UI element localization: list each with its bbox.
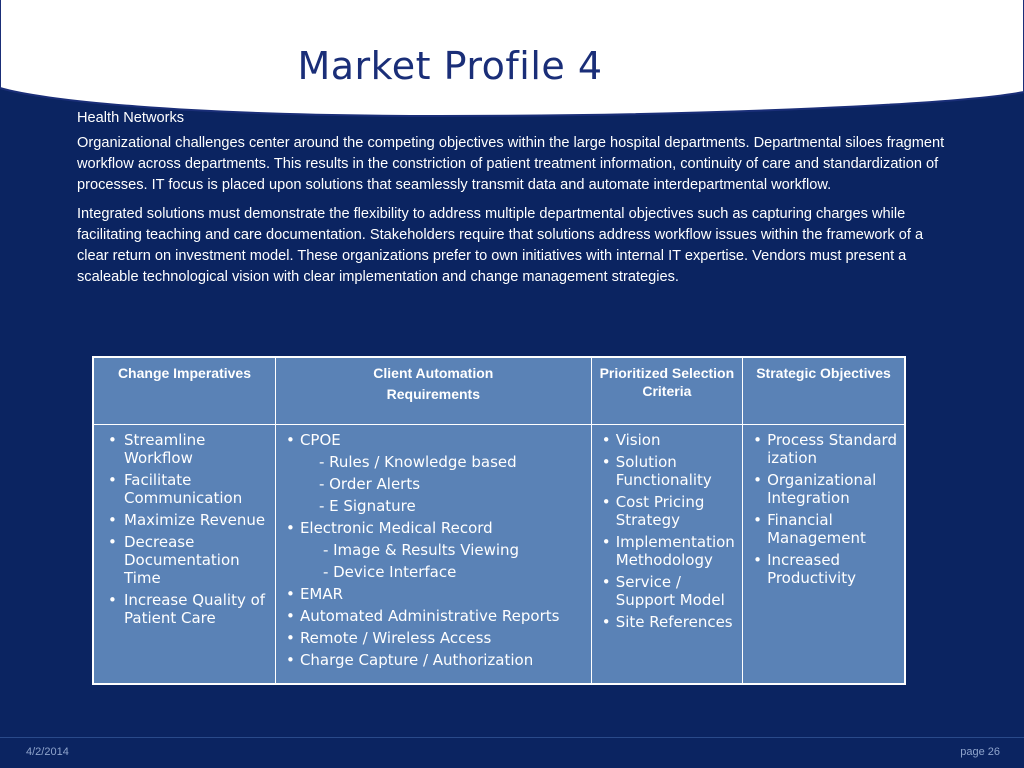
footer-divider bbox=[0, 737, 1024, 738]
list-subitem: - Device Interface bbox=[322, 563, 457, 581]
list-item: • Charge Capture / Authorization bbox=[284, 651, 585, 669]
cell-change-imperatives bbox=[93, 425, 275, 685]
strategic-objectives-list bbox=[751, 431, 898, 587]
header-strategic-objectives: Strategic Objectives bbox=[743, 357, 905, 425]
table-header-row bbox=[93, 357, 905, 425]
list-item: • Cost Pricing Strategy bbox=[600, 493, 736, 529]
list-item: • Facilitate Communication bbox=[102, 471, 269, 507]
list-item: • Increase Quality of Patient Care bbox=[102, 591, 269, 627]
list-item: • Decrease Documentation Time bbox=[102, 533, 269, 587]
header-selection-criteria: Prioritized Selection Criteria bbox=[591, 357, 742, 425]
slide-title: Market Profile 4 bbox=[297, 44, 603, 88]
list-subitem: - Order Alerts bbox=[318, 475, 421, 493]
change-imperatives-list bbox=[102, 431, 269, 627]
list-item: • Implementation Methodology bbox=[600, 533, 736, 569]
list-item: • Maximize Revenue bbox=[102, 511, 269, 529]
cell-selection-criteria bbox=[591, 425, 742, 685]
footer-date: 4/2/2014 bbox=[26, 746, 69, 758]
list-item: • Service / Support Model bbox=[600, 573, 736, 609]
list-item: • Electronic Medical Record bbox=[284, 519, 585, 537]
cell-strategic-objectives bbox=[743, 425, 905, 685]
list-item: • Solution Functionality bbox=[600, 453, 736, 489]
header-client-automation bbox=[275, 357, 591, 425]
list-item: • Site References bbox=[600, 613, 736, 631]
list-subitem: - Rules / Knowledge based bbox=[318, 453, 517, 471]
table-body-row bbox=[93, 425, 905, 685]
list-item: • Vision bbox=[600, 431, 736, 449]
list-item: • Process Standardization bbox=[751, 431, 898, 467]
list-item: • EMAR bbox=[284, 585, 585, 603]
selection-criteria-list bbox=[600, 431, 736, 631]
list-subitem: - Image & Results Viewing bbox=[322, 541, 520, 559]
list-item: • Automated Administrative Reports bbox=[284, 607, 585, 625]
header-client-automation-line1: Client Automation bbox=[373, 365, 494, 381]
market-profile-table bbox=[92, 356, 906, 685]
body-text bbox=[77, 108, 957, 296]
client-automation-list bbox=[284, 431, 585, 669]
cell-client-automation bbox=[275, 425, 591, 685]
list-item: • Remote / Wireless Access bbox=[284, 629, 585, 647]
paragraph-1: Organizational challenges center around the competing objectives within the large hospital departments. Departmental siloes fragment workflow across departments. This results in the constriction of patient treatment information, continuity of care and standardization of processes. IT focus is placed upon solutions that seamlessly transmit data and automate interdepartmental workflow. bbox=[77, 135, 945, 193]
header-client-automation-line2: Requirements bbox=[386, 386, 480, 402]
section-subtitle: Health Networks bbox=[77, 110, 185, 126]
list-item: • Increased Productivity bbox=[751, 551, 898, 587]
paragraph-2: Integrated solutions must demonstrate the flexibility to address multiple departmental objectives such as capturing charges while facilitating teaching and care documentation. Stakeholders require that solutions address workflow issues within the framework of a clear return on investment model. These organizations prefer to own initiatives with internal IT expertise. Vendors must present a scaleable technological vision with clear implementation and change management strategies. bbox=[77, 206, 924, 285]
header-change-imperatives: Change Imperatives bbox=[93, 357, 275, 425]
list-subitem: - E Signature bbox=[318, 497, 416, 515]
list-item: • Organizational Integration bbox=[751, 471, 898, 507]
list-item: • CPOE bbox=[284, 431, 585, 449]
footer-page-number: page 26 bbox=[960, 746, 1000, 758]
list-item: • Financial Management bbox=[751, 511, 898, 547]
list-item: • Streamline Workflow bbox=[102, 431, 269, 467]
